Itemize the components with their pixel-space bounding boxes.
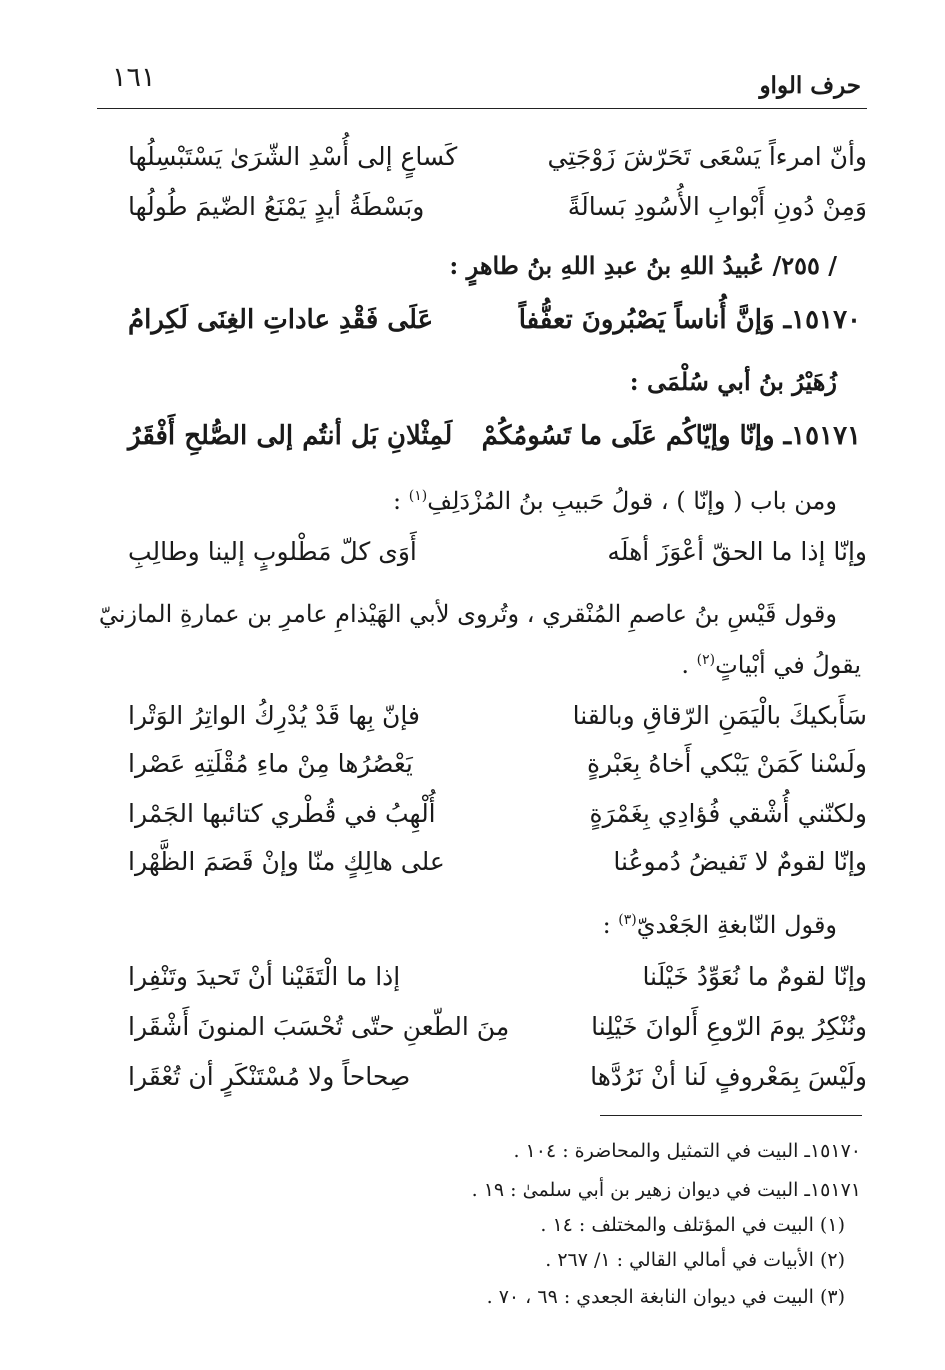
verse: [128, 185, 867, 229]
prose-tail: .: [681, 651, 697, 679]
prose-line: [393, 476, 837, 521]
verse-second-hemistich: كَساعٍ إلى أُسْدِ الشّرَىٰ يَسْتَبْسِلُها: [128, 142, 458, 171]
numbered-verse: [128, 298, 861, 342]
poet-heading: / ٢٥٥/ عُبيدُ اللهِ بنُ عبدِ اللهِ بنُ طاهرٍ :: [449, 251, 837, 280]
verse-second-hemistich: أُلْهِبُ في قُطْري كتائبها الجَمْرا: [128, 799, 436, 828]
verse-first-hemistich: وأنّ امرءاً يَسْعَى تَحَرّشَ زَوْجَتِي: [547, 142, 867, 171]
prose-text: ومن باب ( وإنّا ) ، قولُ حَبيبِ بنُ المُزْدَلِفِ: [427, 487, 837, 515]
verse-first-hemistich: سَأَبكيكَ بالْيَمَنِ الرّقاقِ وبالقنا: [572, 701, 867, 730]
verse-first-hemistich: ونُنْكِرُ يومَ الرّوعِ أَلوانَ خَيْلِنا: [591, 1012, 867, 1041]
verse-second-hemistich: يَعْصُرُها مِنْ ماءِ مُقْلَتِهِ عَصْرا: [128, 749, 413, 778]
verse: [128, 742, 867, 786]
footnote: ١٥١٧١ـ البيت في ديوان زهير بن أبي سلمىٰ : ١٩ .: [471, 1179, 861, 1201]
prose-text: وقول النّابغةِ الجَعْديّ: [636, 911, 837, 939]
verse: [128, 694, 867, 738]
prose-line: وقول قَيْسِ بنُ عاصمِ المُنْقري ، وتُروى لأبي الهَيْذامِ عامرِ بن عمارةِ المازنيّ: [98, 600, 837, 628]
prose-line: [603, 900, 837, 945]
footnote: (٢) الأبيات في أمالي القالي : ١/ ٢٦٧ .: [545, 1249, 845, 1271]
verse-second-hemistich: مِنَ الطّعنِ حتّى تُحْسَبَ المنونَ أَشْقَرا: [128, 1012, 510, 1041]
verse-first-hemistich: ولكنّني أُشْقي فُؤادِي بِغَمْرَةٍ: [589, 799, 867, 828]
footnote-ref: (٣): [618, 912, 637, 928]
verse-second-hemistich: أَوَى كلّ مَطْلوبٍ إلينا وطالِبِ: [128, 537, 417, 566]
verse: [128, 955, 867, 999]
footnote: ١٥١٧٠ـ البيت في التمثيل والمحاضرة : ١٠٤ .: [513, 1140, 861, 1162]
verse-first-hemistich: وإنّا إذا ما الحقّ أعْوَزَ أهلَه: [607, 537, 867, 566]
footnote: (٣) البيت في ديوان النابغة الجعدي : ٦٩ ، ٧٠ .: [486, 1286, 845, 1308]
verse-second-hemistich: إذا ما الْتَقَيْنا أنْ تَحيدَ وتَنْفِرا: [128, 962, 401, 991]
poet-heading: زُهَيْرُ بنُ أبي سُلْمَى :: [629, 367, 837, 396]
verse: [128, 840, 867, 884]
verse: [128, 135, 867, 179]
verse-second-hemistich: عَلَى فَقْدِ عاداتِ الغِنَى لَكِرامُ: [128, 305, 434, 335]
verse-second-hemistich: لَمِثْلانِ بَل أنتُم إلى الصُّلحِ أَفْقَرُ: [128, 421, 453, 451]
verse: [128, 1005, 867, 1049]
verse: [128, 792, 867, 836]
verse-second-hemistich: وبَسْطَةُ أيدٍ يَمْنَعُ الضّيمَ طُولُها: [128, 192, 425, 221]
prose-text: يقولُ في أبْياتٍ: [715, 651, 861, 679]
verse-second-hemistich: فإنّ بِها قَدْ يُدْرِكُ الواتِرُ الوَتْرا: [128, 701, 420, 730]
verse: [128, 1055, 867, 1099]
verse-first-hemistich: ولَيْسَ بِمَعْروفٍ لَنا أنْ نَرُدَّها: [590, 1062, 867, 1091]
verse-first-hemistich: وَمِنْ دُونِ أَبْوابِ الأُسُودِ بَسالَةً: [567, 192, 867, 221]
verse-first-hemistich: ولَسْنا كَمَنْ يَبْكي أَخاهُ بِعَبْرةٍ: [586, 749, 867, 778]
page-number: ١٦١: [112, 62, 156, 93]
verse-first-hemistich: ١٥١٧٠ـ وَإنَّ أُناساً يَصْبُرونَ تعفُّفاً: [518, 305, 861, 335]
verse-first-hemistich: وإنّا لقومٌ ما نُعَوِّدُ خَيْلَنا: [642, 962, 867, 991]
footnote: (١) البيت في المؤتلف والمختلف : ١٤ .: [540, 1214, 845, 1236]
verse-first-hemistich: ١٥١٧١ـ وإنّا وإيّاكُم عَلَى ما تَسُومُكُمْ: [481, 421, 861, 451]
prose-tail: :: [393, 487, 409, 515]
verse-second-hemistich: صِحاحاً ولا مُسْتَنْكَرٍ أن تُعْقَرا: [128, 1062, 411, 1091]
header-rule: [97, 108, 867, 109]
footnote-ref: (١): [408, 488, 428, 504]
verse-first-hemistich: وإنّا لقومٌ لا تَفيضُ دُموعُنا: [613, 847, 867, 876]
verse: [128, 530, 867, 574]
running-title: حرف الواو: [759, 72, 861, 99]
footnote-rule: [600, 1115, 862, 1116]
numbered-verse: [128, 414, 861, 458]
verse-second-hemistich: على هالِكٍ منّا وإنْ قَصَمَ الظَّهْرا: [128, 847, 445, 876]
footnote-ref: (٢): [696, 652, 716, 668]
prose-tail: :: [602, 911, 619, 939]
prose-line: [681, 640, 861, 685]
